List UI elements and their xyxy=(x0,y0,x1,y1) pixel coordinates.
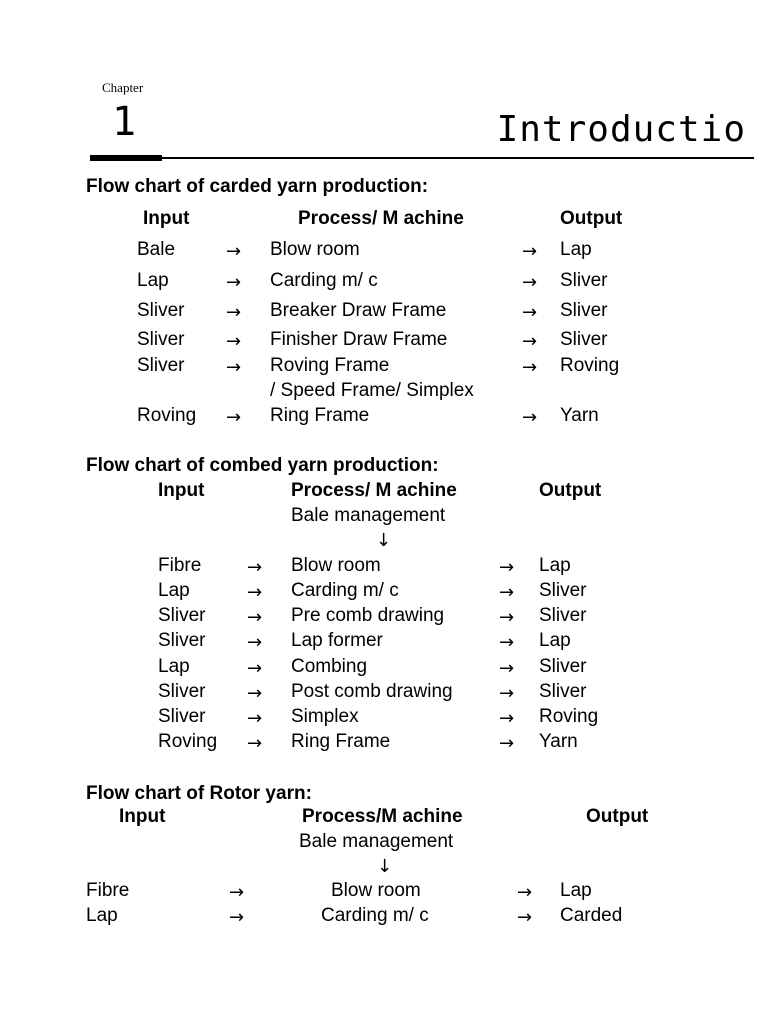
column-header-input: Input xyxy=(158,480,205,501)
row-process: Ring Frame xyxy=(291,731,391,752)
row-input: Roving xyxy=(137,405,197,426)
row-process: Blow room xyxy=(291,555,381,576)
row-output: Carded xyxy=(560,905,623,926)
row-output: Sliver xyxy=(560,329,608,350)
right-arrow-icon: → xyxy=(522,331,538,352)
row-output: Lap xyxy=(539,555,571,576)
right-arrow-icon: → xyxy=(499,658,515,679)
row-output: Roving xyxy=(560,355,620,376)
right-arrow-icon: → xyxy=(247,733,263,754)
column-header-input: Input xyxy=(119,806,166,827)
right-arrow-icon: → xyxy=(247,683,263,704)
column-header-input: Input xyxy=(143,208,190,229)
right-arrow-icon: → xyxy=(247,708,263,729)
right-arrow-icon: → xyxy=(499,582,515,603)
row-process: Finisher Draw Frame xyxy=(270,329,448,350)
row-process: Carding m/ c xyxy=(291,580,399,601)
right-arrow-icon: → xyxy=(247,557,263,578)
row-input: Sliver xyxy=(137,329,185,350)
row-process: Ring Frame xyxy=(270,405,370,426)
row-output: Lap xyxy=(560,880,592,901)
row-process: Roving Frame xyxy=(270,355,390,376)
row-process: Blow room xyxy=(331,880,421,901)
row-process: Simplex xyxy=(291,706,359,727)
down-arrow-icon: ↓ xyxy=(376,530,392,551)
row-input: Lap xyxy=(137,270,169,291)
right-arrow-icon: → xyxy=(522,357,538,378)
right-arrow-icon: → xyxy=(247,632,263,653)
column-header-output: Output xyxy=(586,806,649,827)
right-arrow-icon: → xyxy=(499,733,515,754)
right-arrow-icon: → xyxy=(499,607,515,628)
chapter-title: Introductio xyxy=(496,109,746,150)
chapter-label: Chapter xyxy=(102,80,144,95)
row-input: Lap xyxy=(158,656,190,677)
right-arrow-icon: → xyxy=(229,907,245,928)
row-output: Lap xyxy=(539,630,571,651)
right-arrow-icon: → xyxy=(499,708,515,729)
row-output: Yarn xyxy=(560,405,599,426)
right-arrow-icon: → xyxy=(229,882,245,903)
right-arrow-icon: → xyxy=(226,302,242,323)
right-arrow-icon: → xyxy=(247,582,263,603)
column-header-process: Process/M achine xyxy=(302,806,463,827)
row-output: Yarn xyxy=(539,731,578,752)
right-arrow-icon: → xyxy=(499,683,515,704)
right-arrow-icon: → xyxy=(522,302,538,323)
right-arrow-icon: → xyxy=(226,272,242,293)
section-heading-combed: Flow chart of combed yarn production: xyxy=(86,455,439,476)
right-arrow-icon: → xyxy=(226,241,242,262)
column-header-process: Process/ M achine xyxy=(298,208,464,229)
down-arrow-icon: ↓ xyxy=(377,856,393,877)
right-arrow-icon: → xyxy=(522,407,538,428)
column-header-output: Output xyxy=(539,480,602,501)
row-process: Carding m/ c xyxy=(321,905,429,926)
row-process: Lap former xyxy=(291,630,383,651)
row-input: Sliver xyxy=(158,630,206,651)
row-output: Sliver xyxy=(539,605,587,626)
row-output: Sliver xyxy=(560,270,608,291)
row-input: Fibre xyxy=(86,880,130,901)
right-arrow-icon: → xyxy=(517,907,533,928)
row-input: Sliver xyxy=(158,681,206,702)
row-input: Sliver xyxy=(158,605,206,626)
row-input: Sliver xyxy=(137,300,185,321)
row-process: Post comb drawing xyxy=(291,681,453,702)
row-input: Fibre xyxy=(158,555,202,576)
right-arrow-icon: → xyxy=(499,632,515,653)
right-arrow-icon: → xyxy=(522,241,538,262)
row-process: Carding m/ c xyxy=(270,270,378,291)
header-rule xyxy=(90,157,754,159)
row-output: Sliver xyxy=(539,580,587,601)
header-rule-accent xyxy=(90,155,162,161)
right-arrow-icon: → xyxy=(522,272,538,293)
row-input: Lap xyxy=(158,580,190,601)
right-arrow-icon: → xyxy=(247,658,263,679)
column-header-process: Process/ M achine xyxy=(291,480,457,501)
section-heading-rotor: Flow chart of Rotor yarn: xyxy=(86,783,312,804)
row-input: Lap xyxy=(86,905,118,926)
row-output: Sliver xyxy=(560,300,608,321)
row-output: Sliver xyxy=(539,656,587,677)
right-arrow-icon: → xyxy=(226,357,242,378)
row-input: Roving xyxy=(158,731,218,752)
row-output: Roving xyxy=(539,706,599,727)
row-input: Bale xyxy=(137,239,176,260)
right-arrow-icon: → xyxy=(517,882,533,903)
right-arrow-icon: → xyxy=(499,557,515,578)
row-process: Pre comb drawing xyxy=(291,605,445,626)
row-process: Breaker Draw Frame xyxy=(270,300,447,321)
right-arrow-icon: → xyxy=(226,407,242,428)
right-arrow-icon: → xyxy=(247,607,263,628)
row-input: Sliver xyxy=(137,355,185,376)
column-header-output: Output xyxy=(560,208,623,229)
pre-step-bale-management: Bale management xyxy=(299,831,454,852)
row-output: Sliver xyxy=(539,681,587,702)
row-process-continuation: / Speed Frame/ Simplex xyxy=(270,380,474,401)
row-process: Combing xyxy=(291,656,368,677)
row-input: Sliver xyxy=(158,706,206,727)
section-heading-carded: Flow chart of carded yarn production: xyxy=(86,176,429,197)
right-arrow-icon: → xyxy=(226,331,242,352)
pre-step-bale-management: Bale management xyxy=(291,505,446,526)
row-process: Blow room xyxy=(270,239,360,260)
row-output: Lap xyxy=(560,239,592,260)
chapter-number: 1 xyxy=(112,99,137,145)
